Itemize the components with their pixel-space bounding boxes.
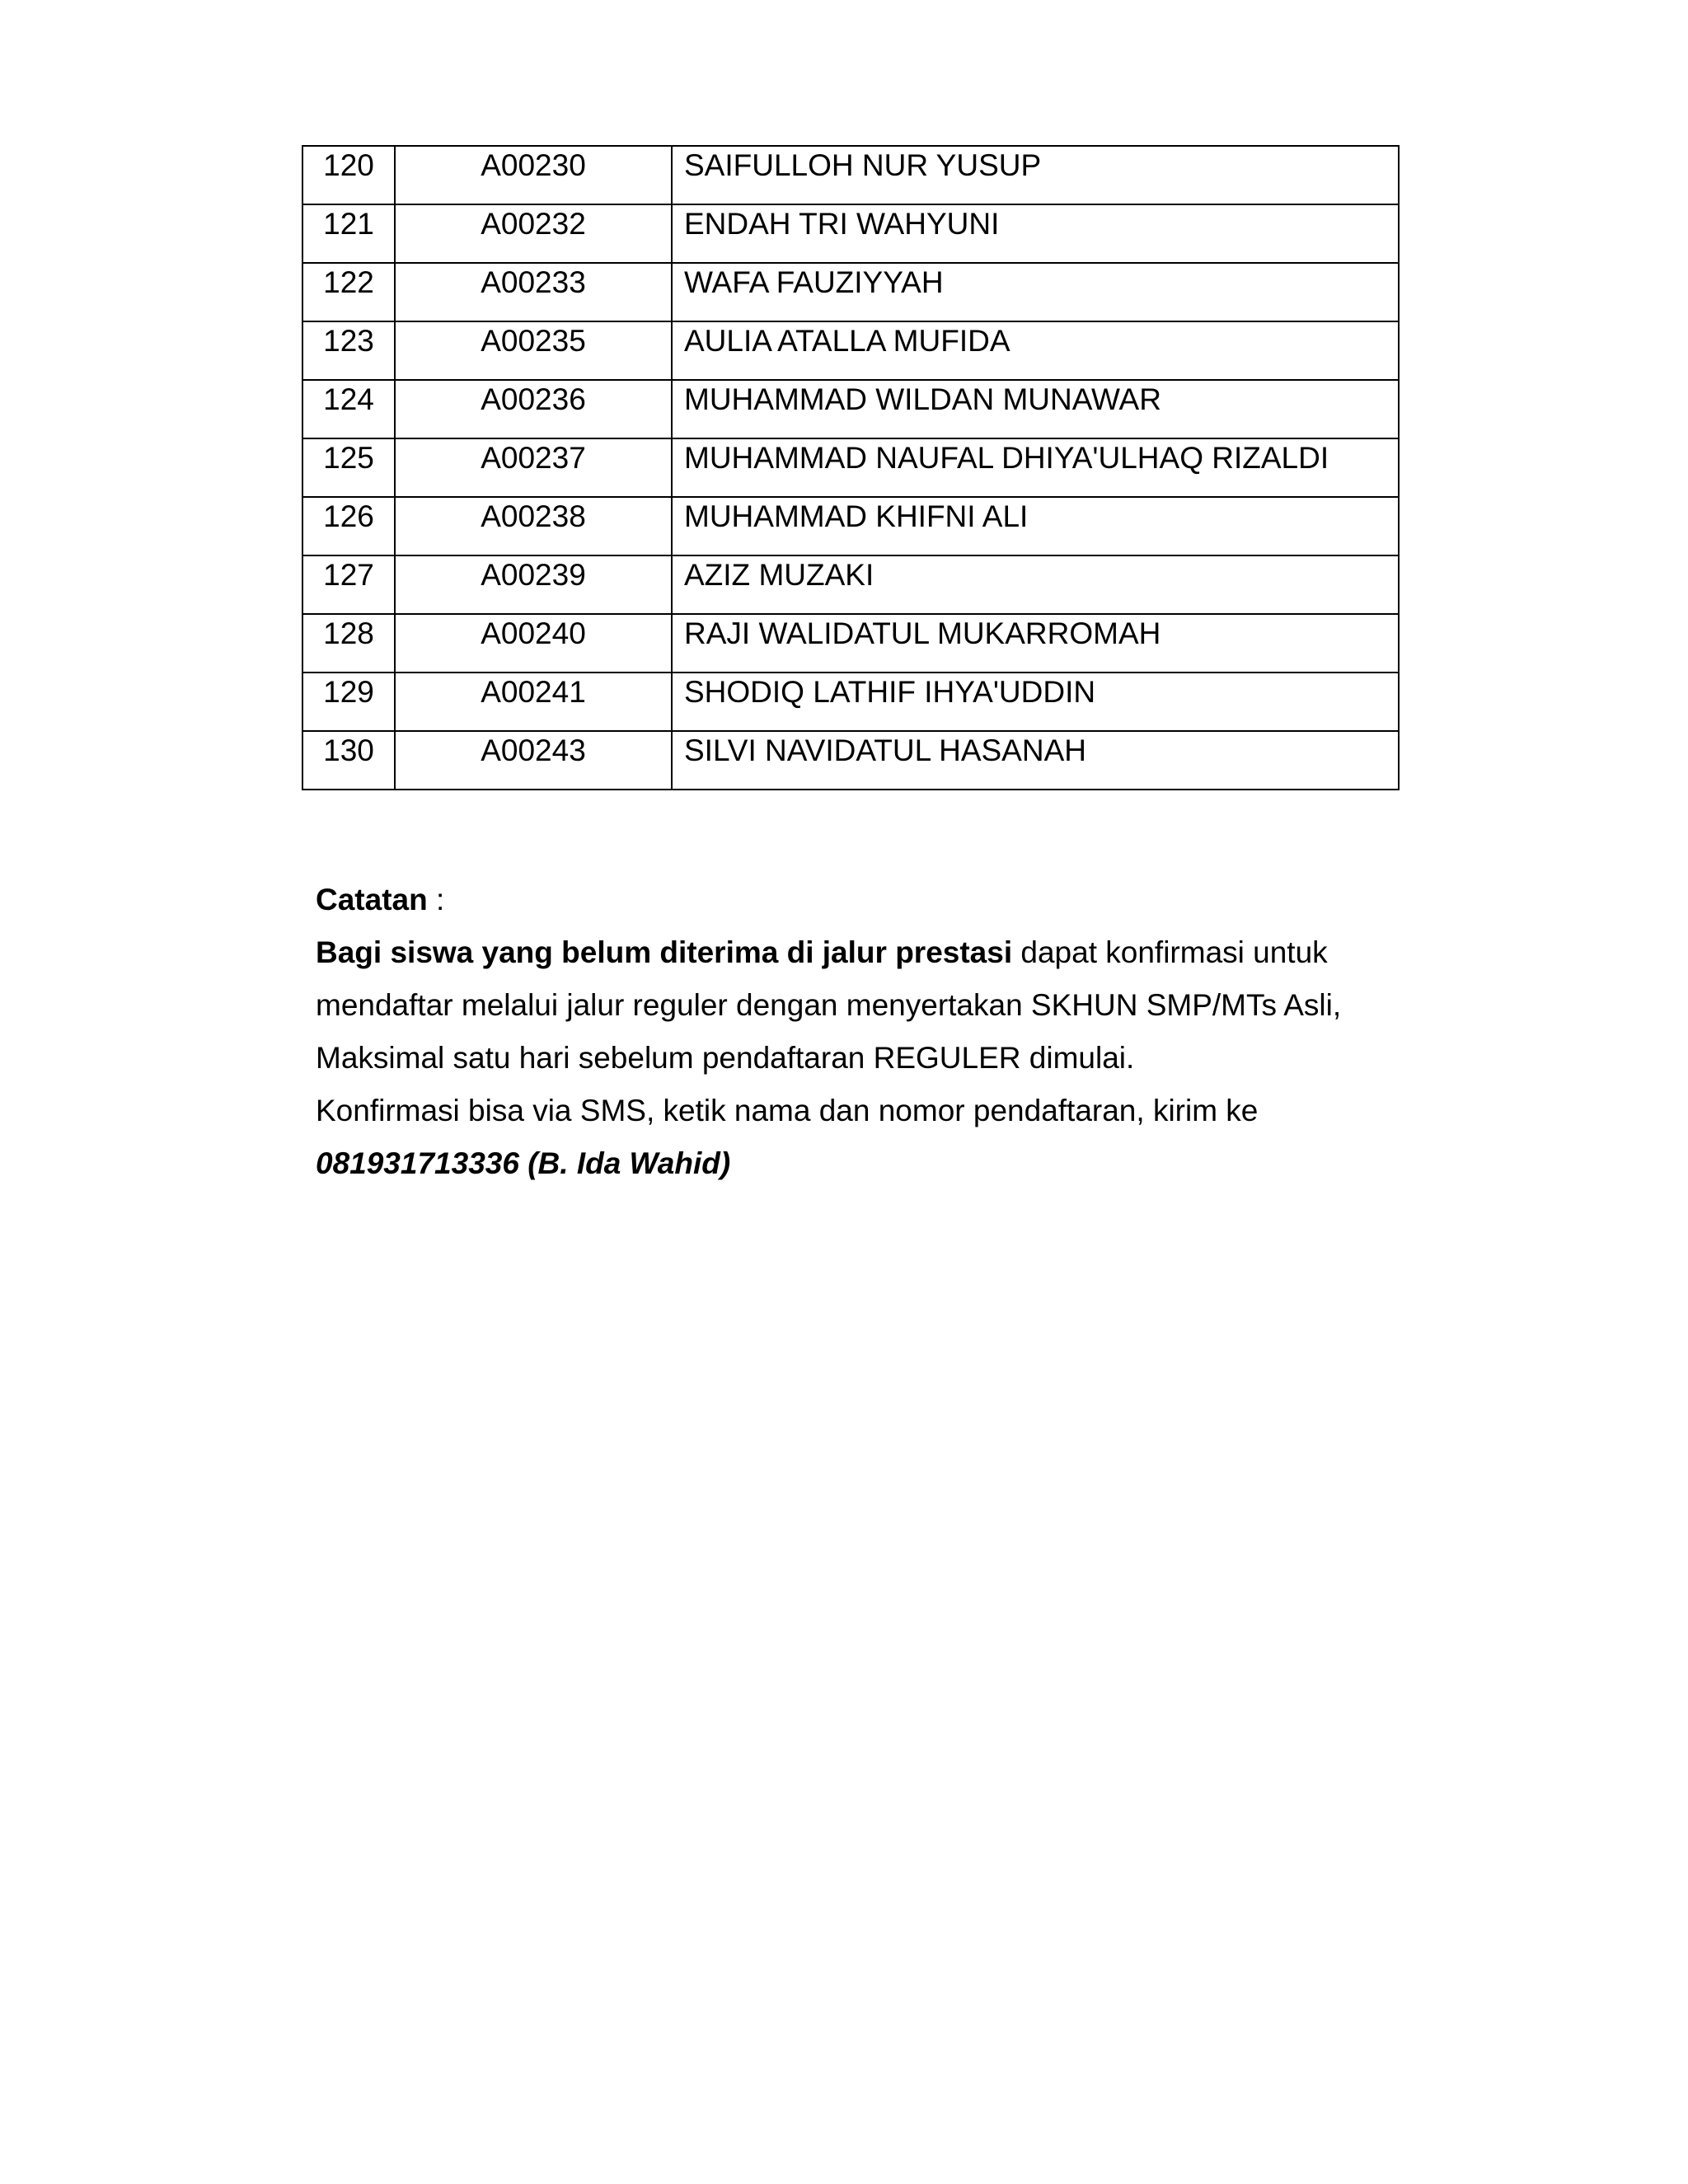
student-name-cell: RAJI WALIDATUL MUKARROMAH — [672, 614, 1399, 673]
registration-code-cell: A00241 — [395, 673, 672, 731]
student-name-cell: MUHAMMAD WILDAN MUNAWAR — [672, 380, 1399, 438]
table-row — [302, 204, 1399, 263]
registration-code-cell: A00239 — [395, 555, 672, 614]
row-number-cell: 126 — [302, 497, 395, 555]
table-row — [302, 263, 1399, 321]
contact-number: 081931713336 (B. Ida Wahid) — [316, 1146, 731, 1180]
table-row — [302, 555, 1399, 614]
registration-code-cell: A00230 — [395, 146, 672, 204]
row-number-cell: 120 — [302, 146, 395, 204]
registration-table-body — [302, 146, 1399, 790]
table-row — [302, 380, 1399, 438]
registration-code-cell: A00237 — [395, 438, 672, 497]
registration-code-cell: A00233 — [395, 263, 672, 321]
student-name-cell: ENDAH TRI WAHYUNI — [672, 204, 1399, 263]
notes-line-3: Maksimal satu hari sebelum pendaftaran REGULER dimulai. — [316, 1041, 1135, 1075]
notes-heading-line — [316, 874, 1404, 926]
student-name-cell: SHODIQ LATHIF IHYA'UDDIN — [672, 673, 1399, 731]
row-number-cell: 123 — [302, 321, 395, 380]
student-name-cell: WAFA FAUZIYYAH — [672, 263, 1399, 321]
table-row — [302, 731, 1399, 790]
table-row — [302, 438, 1399, 497]
row-number-cell: 127 — [302, 555, 395, 614]
notes-heading-suffix: : — [427, 883, 445, 916]
registration-code-cell: A00240 — [395, 614, 672, 673]
row-number-cell: 121 — [302, 204, 395, 263]
registration-table — [302, 145, 1400, 790]
notes-line-4: Konfirmasi bisa via SMS, ketik nama dan nomor pendaftaran, kirim ke — [316, 1094, 1259, 1127]
row-number-cell: 125 — [302, 438, 395, 497]
registration-code-cell: A00243 — [395, 731, 672, 790]
row-number-cell: 128 — [302, 614, 395, 673]
student-name-cell: SILVI NAVIDATUL HASANAH — [672, 731, 1399, 790]
notes-emphasis: Bagi siswa yang belum diterima di jalur prestasi — [316, 935, 1013, 969]
registration-code-cell: A00232 — [395, 204, 672, 263]
row-number-cell: 130 — [302, 731, 395, 790]
row-number-cell: 129 — [302, 673, 395, 731]
table-row — [302, 321, 1399, 380]
notes-line-1-rest: dapat konfirmasi untuk — [1012, 935, 1328, 969]
row-number-cell: 124 — [302, 380, 395, 438]
notes-section — [316, 874, 1404, 1190]
student-name-cell: AZIZ MUZAKI — [672, 555, 1399, 614]
notes-line-1 — [316, 926, 1404, 979]
table-row — [302, 614, 1399, 673]
student-name-cell: MUHAMMAD KHIFNI ALI — [672, 497, 1399, 555]
student-name-cell: AULIA ATALLA MUFIDA — [672, 321, 1399, 380]
registration-code-cell: A00235 — [395, 321, 672, 380]
notes-heading: Catatan — [316, 883, 428, 916]
table-row — [302, 497, 1399, 555]
row-number-cell: 122 — [302, 263, 395, 321]
registration-code-cell: A00238 — [395, 497, 672, 555]
student-name-cell: MUHAMMAD NAUFAL DHIYA'ULHAQ RIZALDI — [672, 438, 1399, 497]
table-row — [302, 146, 1399, 204]
registration-code-cell: A00236 — [395, 380, 672, 438]
student-name-cell: SAIFULLOH NUR YUSUP — [672, 146, 1399, 204]
notes-line-2: mendaftar melalui jalur reguler dengan menyertakan SKHUN SMP/MTs Asli, — [316, 988, 1342, 1022]
table-row — [302, 673, 1399, 731]
